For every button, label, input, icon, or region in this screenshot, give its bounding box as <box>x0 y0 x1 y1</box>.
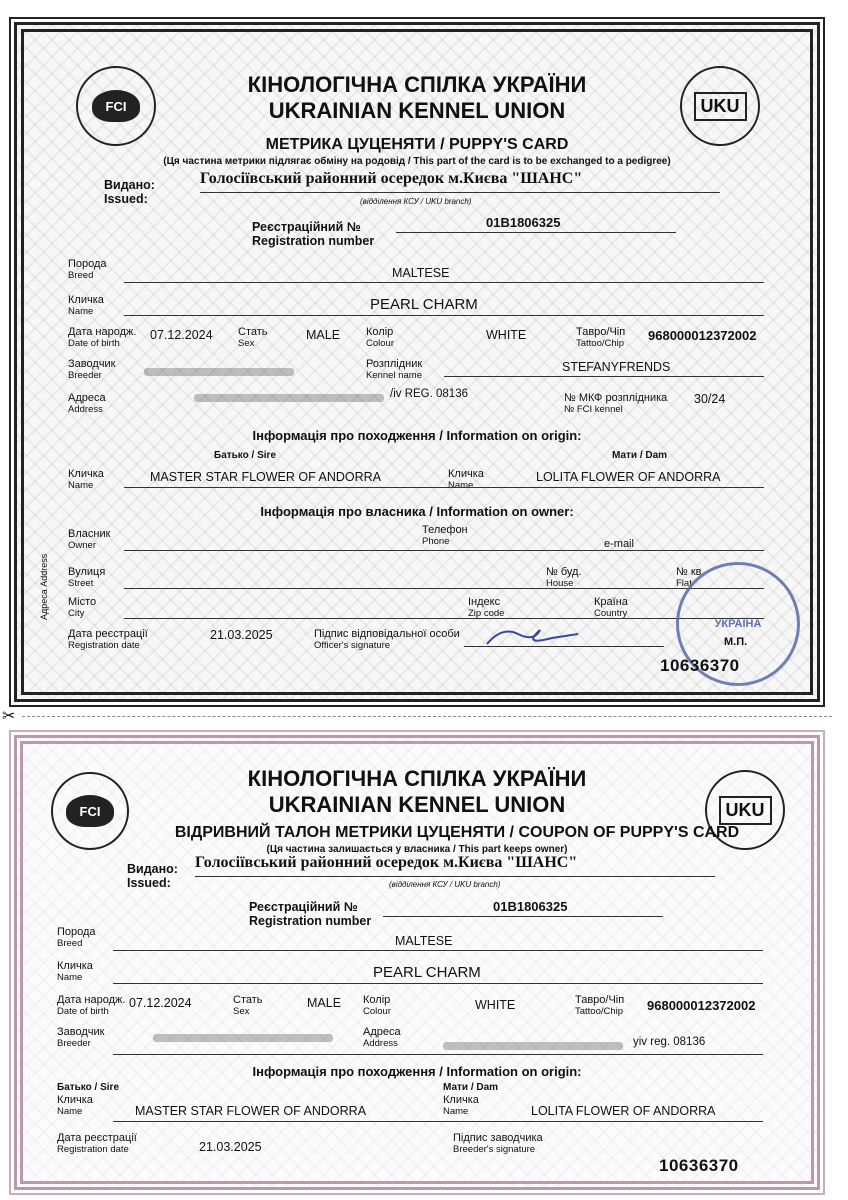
puppy-card-coupon <box>14 735 820 1190</box>
sex-label: Стать Sex <box>238 326 268 349</box>
coupon-address-value: yiv reg. 08136 <box>633 1036 706 1048</box>
issued-en: Issued: <box>104 192 148 206</box>
coupon-breed-value: MALTESE <box>395 934 453 948</box>
coupon-title-ua: КІНОЛОГІЧНА СПІЛКА УКРАЇНИ <box>247 766 587 791</box>
puppy-card-main <box>14 22 820 702</box>
chip-label: Тавро/Чіп Tattoo/Chip <box>576 326 626 349</box>
origin-title: Інформація про походження / Information on origin: <box>252 428 582 443</box>
regdate-label: Дата реєстрації Registration date <box>68 628 148 651</box>
uku-logo-icon: UKU <box>680 66 760 146</box>
chip-value: 968000012372002 <box>648 328 757 343</box>
flat-label: № кв. Flat <box>676 566 705 589</box>
street-label: Вулиця Street <box>68 566 106 589</box>
addr-side-label: Адреса Address <box>39 553 49 620</box>
stamp-text: УКРАЇНА <box>714 618 762 630</box>
name-value: PEARL CHARM <box>370 296 478 313</box>
serial-number: 10636370 <box>660 656 740 675</box>
card-subtitle: МЕТРИКА ЦУЦЕНЯТИ / PUPPY'S CARD <box>265 136 569 153</box>
sire-value: MASTER STAR FLOWER OF ANDORRA <box>150 470 382 484</box>
email-label: e-mail <box>604 538 634 550</box>
address-label: Адреса Address <box>68 392 106 415</box>
breeder-label: Заводчик Breeder <box>68 358 116 381</box>
dob-label: Дата народж. Date of birth <box>68 326 137 349</box>
coupon-note: (Ця частина залишається у власника / This part keeps owner) <box>266 844 568 855</box>
branch-note: (відділення КСУ / UKU branch) <box>360 197 472 206</box>
mkf-value: 30/24 <box>694 392 726 406</box>
coupon-reg-en: Registration number <box>249 914 372 928</box>
coupon-name-value: PEARL CHARM <box>373 964 481 981</box>
coupon-sire-value: MASTER STAR FLOWER OF ANDORRA <box>135 1104 367 1118</box>
name-label: Кличка Name <box>68 294 104 317</box>
title-ua: КІНОЛОГІЧНА СПІЛКА УКРАЇНИ <box>247 72 587 97</box>
coupon-name-label: Кличка Name <box>57 960 93 983</box>
coupon-reg-ua: Реєстраційний № <box>249 900 358 914</box>
dob-value: 07.12.2024 <box>150 328 213 342</box>
card-note: (Ця частина метрики підлягає обміну на родовід / This part of the card is to be exchanged to a pedigree) <box>163 156 671 167</box>
sex-value: MALE <box>306 328 341 342</box>
coupon-dam-name-label: Кличка Name <box>443 1094 479 1117</box>
dam-value: LOLITA FLOWER OF ANDORRA <box>536 470 721 484</box>
kennel-value: STEFANYFRENDS <box>562 360 671 374</box>
issued-value: Голосіївський районний осередок м.Києва "ШАНС" <box>200 170 583 187</box>
coupon-sire-label: Батько / Sire <box>57 1082 120 1093</box>
zip-label: Індекс Zip code <box>468 596 505 619</box>
owner-label: Власник Owner <box>68 528 111 551</box>
city-label: Місто City <box>68 596 97 619</box>
coupon-issued-en: Issued: <box>127 876 171 890</box>
breed-value: MALTESE <box>392 266 450 280</box>
sire-label: Батько / Sire <box>214 450 277 461</box>
coupon-subtitle: ВІДРИВНИЙ ТАЛОН МЕТРИКИ ЦУЦЕНЯТИ / COUPON OF PUPPY'S CARD <box>174 824 740 841</box>
coupon-sex-value: MALE <box>307 996 342 1010</box>
coupon-issued-label <box>127 862 178 890</box>
coupon-colour-value: WHITE <box>475 998 516 1012</box>
colour-label: Колір Colour <box>366 326 394 349</box>
coupon-breed-label: Порода Breed <box>57 926 96 949</box>
coupon-branch-note: (відділення КСУ / UKU branch) <box>389 880 501 889</box>
coupon-reg-label <box>249 900 371 928</box>
fci-logo-label-bottom: FCI <box>66 795 114 827</box>
fci-logo-label: FCI <box>92 90 140 122</box>
coupon-dam-label: Мати / Dam <box>443 1082 499 1093</box>
coupon-origin-title: Інформація про походження / Information on origin: <box>252 1064 582 1079</box>
coupon-issued-value: Голосіївський районний осередок м.Києва "ШАНС" <box>195 854 578 871</box>
reg-ua: Реєстраційний № <box>252 220 361 234</box>
breed-label: Порода Breed <box>68 258 107 281</box>
coupon-dob-value: 07.12.2024 <box>129 996 192 1010</box>
reg-en: Registration number <box>252 234 375 248</box>
coupon-breedersig-label: Підпис заводчика Breeder's signature <box>453 1132 543 1155</box>
kennel-label: Розплідник Kennel name <box>366 358 423 381</box>
coupon-colour-label: Колір Colour <box>363 994 391 1017</box>
coupon-sex-label: Стать Sex <box>233 994 263 1017</box>
dam-label: Мати / Dam <box>612 450 668 461</box>
mkf-label: № МКФ розплідника № FCI kennel <box>564 392 668 415</box>
issued-ua: Видано: <box>104 178 155 192</box>
title-en: UKRAINIAN KENNEL UNION <box>268 98 566 123</box>
mp-label: М.П. <box>724 636 748 648</box>
regdate-value: 21.03.2025 <box>210 628 273 642</box>
coupon-reg-value: 01B1806325 <box>493 899 568 914</box>
coupon-issued-ua: Видано: <box>127 862 178 876</box>
coupon-address-label: Адреса Address <box>363 1026 401 1049</box>
scissors-icon: ✂ <box>2 708 16 725</box>
colour-value: WHITE <box>486 328 527 342</box>
reg-label <box>252 220 374 248</box>
sire-name-label: Кличка Name <box>68 468 104 491</box>
dam-name-label: Кличка Name <box>448 468 484 491</box>
coupon-chip-value: 968000012372002 <box>647 998 756 1013</box>
reg-value: 01B1806325 <box>486 215 561 230</box>
house-label: № буд. House <box>546 566 582 589</box>
coupon-regdate-value: 21.03.2025 <box>199 1140 262 1154</box>
phone-label: Телефон Phone <box>422 524 468 547</box>
coupon-chip-label: Тавро/Чіп Tattoo/Chip <box>575 994 625 1017</box>
issued-label <box>104 178 155 206</box>
officer-label: Підпис відповідальної особи Officer's signature <box>314 628 460 651</box>
coupon-breeder-label: Заводчик Breeder <box>57 1026 105 1049</box>
coupon-title-en: UKRAINIAN KENNEL UNION <box>268 792 566 817</box>
country-label: Країна Country <box>594 596 628 619</box>
coupon-dam-value: LOLITA FLOWER OF ANDORRA <box>531 1104 716 1118</box>
coupon-regdate-label: Дата реєстрації Registration date <box>57 1132 137 1155</box>
address-value: /iv REG. 08136 <box>390 388 468 400</box>
coupon-sire-name-label: Кличка Name <box>57 1094 93 1117</box>
coupon-dob-label: Дата народж. Date of birth <box>57 994 126 1017</box>
coupon-serial-number: 10636370 <box>659 1156 739 1175</box>
uku-logo-icon: UKU <box>705 770 785 850</box>
owner-title: Інформація про власника / Information on owner: <box>260 504 574 519</box>
